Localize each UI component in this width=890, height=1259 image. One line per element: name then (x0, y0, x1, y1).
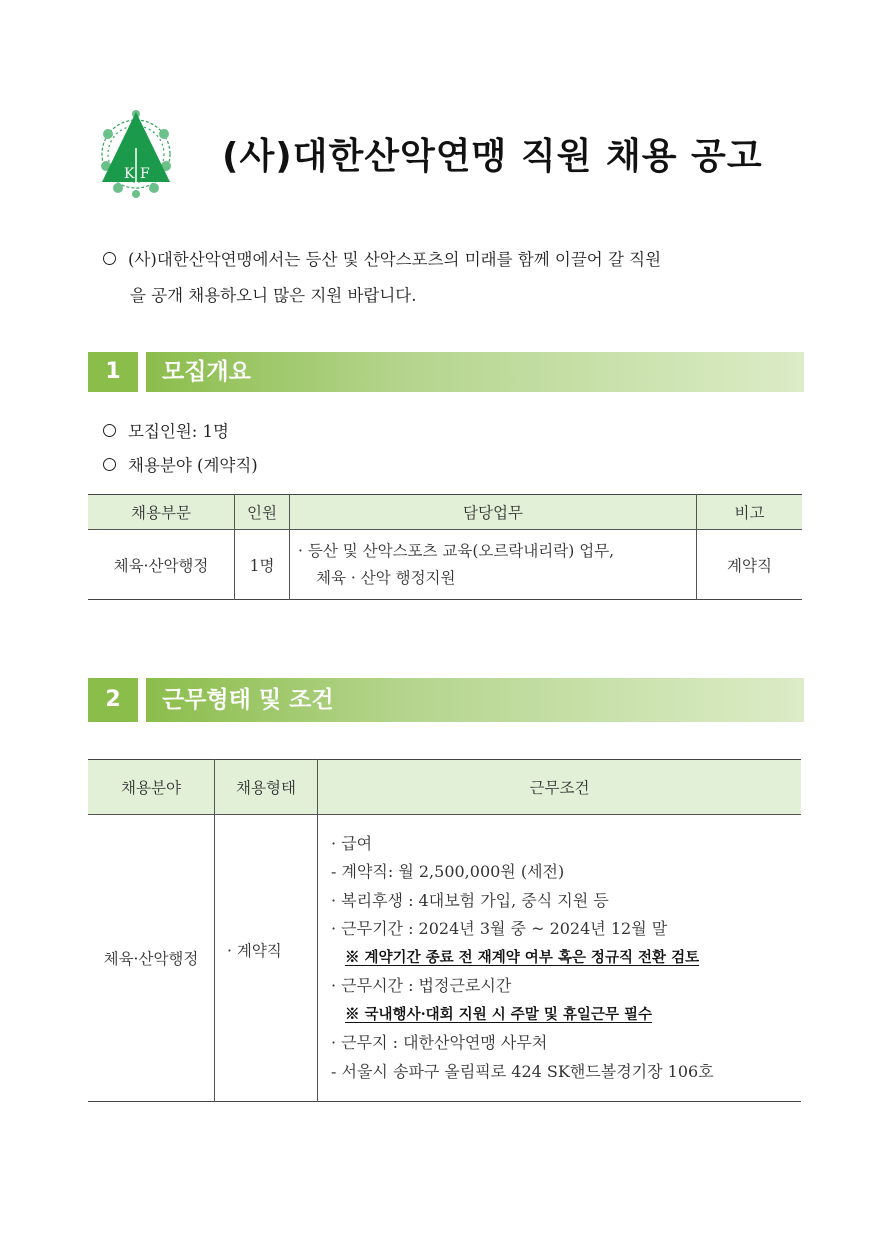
cell-count: 1명 (235, 530, 290, 600)
condition-location: · 근무지 : 대한산악연맹 사무처 (331, 1033, 548, 1053)
intro-line-2: 을 공개 채용하오니 많은 지원 바랍니다. (130, 286, 417, 305)
table-row (88, 530, 802, 600)
section-number: 1 (88, 352, 138, 392)
cell-type: · 계약직 (215, 815, 318, 1102)
condition-address: - 서울시 송파구 올림픽로 424 SK핸드볼경기장 106호 (331, 1061, 714, 1081)
bullet-recruit-field: 채용분야 (계약직) (103, 452, 258, 476)
kf-logo (98, 104, 174, 200)
cell-note: 계약직 (697, 530, 803, 600)
condition-hours-note: ※ 국내행사·대회 지원 시 주말 및 휴일근무 필수 (345, 1005, 653, 1023)
intro-line-1: (사)대한산악연맹에서는 등산 및 산악스포츠의 미래를 함께 이끌어 갈 직원 (128, 250, 662, 269)
condition-hours: · 근무시간 : 법정근로시간 (331, 976, 512, 996)
table-row (88, 815, 801, 1102)
condition-salary-label: · 급여 (331, 833, 373, 853)
section-number: 2 (88, 678, 138, 722)
bullet-recruit-count: 모집인원: 1명 (103, 418, 229, 442)
col-header-dept: 채용부문 (88, 495, 235, 530)
cell-conditions (318, 815, 802, 1102)
logo-letter-k: K (124, 166, 135, 182)
circle-bullet-icon (103, 252, 116, 265)
col-header-type: 채용형태 (215, 760, 318, 815)
cell-dept: 체육·산악행정 (88, 530, 235, 600)
col-header-note: 비고 (697, 495, 803, 530)
section-title: 근무형태 및 조건 (162, 687, 334, 713)
cell-duty: · 등산 및 산악스포츠 교육(오르락내리락) 업무, 체육 · 산악 행정지원 (290, 530, 697, 600)
page-title: (사)대한산악연맹 직원 채용 공고 (222, 136, 763, 177)
condition-period: · 근무기간 : 2024년 3월 중 ~ 2024년 12월 말 (331, 919, 668, 939)
condition-benefits: · 복리후생 : 4대보험 가입, 중식 지원 등 (331, 890, 609, 910)
cell-field: 체육·산악행정 (88, 815, 215, 1102)
recruit-table (88, 494, 802, 600)
col-header-field: 채용분야 (88, 760, 215, 815)
section-title: 모집개요 (162, 359, 251, 385)
col-header-count: 인원 (235, 495, 290, 530)
section-1-header (88, 352, 804, 392)
intro-paragraph (103, 246, 661, 270)
logo-letter-f: F (140, 166, 150, 182)
conditions-table (88, 759, 801, 1102)
col-header-duty: 담당업무 (290, 495, 697, 530)
circle-bullet-icon (103, 458, 116, 471)
section-2-header (88, 678, 804, 722)
condition-salary-value: - 계약직: 월 2,500,000원 (세전) (331, 862, 565, 882)
col-header-conditions: 근무조건 (318, 760, 802, 815)
circle-bullet-icon (103, 424, 116, 437)
condition-period-note: ※ 계약기간 종료 전 재계약 여부 혹은 정규직 전환 검토 (345, 948, 700, 966)
